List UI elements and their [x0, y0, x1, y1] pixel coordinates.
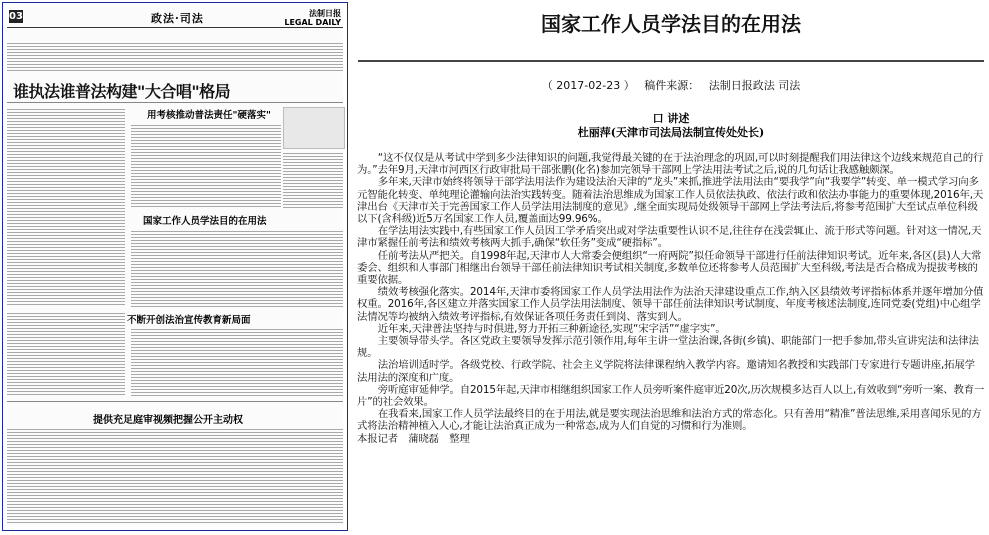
article-title: 国家工作人员学法目的在用法	[541, 12, 801, 36]
article-link-3[interactable]: 不断开创法治宣传教育新局面	[127, 315, 251, 326]
paragraph: 多年来,天津市始终将领导干部学法用法作为建设法治天津的“龙头”来抓,推进学法用法由“要我学”向“我要学”转变、单一模式学习向多元智能化转变、单纯理论灌输向法治实践转变。随着法治思维成为国家工作人员依法执政、依法行政和依法办事能力的重要体现,2016年,天津出台《天津市关于完善国家工作人员学法用法制度的意见》,继全面实现局处级领导干部网上学法考法后,将参考范围扩大至试点单位科级以下(含科级)近5万名国家工作人员,覆盖面达99.96%。	[357, 176, 984, 226]
newspaper-page	[7, 7, 343, 526]
text-block	[7, 41, 343, 71]
article-body	[357, 152, 985, 445]
text-block	[7, 107, 125, 307]
article-date: （ 2017-02-23 ）	[541, 79, 635, 92]
text-block	[283, 151, 343, 209]
text-block	[131, 327, 343, 397]
paragraph: 在学法用法实践中,有些国家工作人员因工学矛盾突出或对学法重要性认识不足,往往存在浅尝辄止、流于形式等问题。针对这一情况,天津市紧握任前考法和绩效考核两大抓手,确保“软任务”变成“硬指标”。	[357, 225, 982, 250]
text-block	[7, 311, 125, 397]
text-block	[7, 427, 343, 525]
paragraph: 法治培训适时学。各级党校、行政学院、社会主义学院将法律课程纳入教学内容。邀请知名教授和实践部门专家进行专题讲座,拓展学法用法的深度和广度。	[357, 359, 975, 384]
divider	[7, 102, 343, 103]
byline: 本报记者 蒲晓磊 整理	[357, 432, 470, 445]
page-section: 政法·司法	[151, 12, 204, 25]
divider	[7, 401, 343, 402]
paper-logo-text: 法制日报	[309, 9, 341, 18]
paragraph: 绩效考核强化落实。2014年,天津市委将国家工作人员学法用法作为法治天津建设重点工作,纳入区县绩效考评指标体系并逐年增加分值权重。2016年,各区建立并落实国家工作人员学法用法制度、领导干部任前法律知识考试制度、年度考核述法制度,连同党委(党组)中心组学法情况等均被纳入绩效考评指标,有效保证各项任务责任到岗、落实到人。	[357, 286, 984, 323]
paper-logo-en: LEGAL DAILY	[284, 18, 341, 27]
source-label: 稿件来源：	[644, 79, 700, 92]
page-headline[interactable]: 谁执法谁普法构建"大合唱"格局	[13, 82, 231, 101]
newspaper-page-thumbnail[interactable]	[2, 2, 348, 531]
article-meta	[355, 77, 987, 93]
page-number: 03	[9, 11, 23, 22]
article-author: 杜丽萍(天津市司法局法制宣传处处长)	[577, 126, 765, 139]
article-source: 法制日报政法 司法	[708, 79, 801, 92]
paragraph: 在我看来,国家工作人员学法最终目的在于用法,就是要实现法治思维和法治方式的常态化。只有善用“精准”普法思维,采用喜闻乐见的方式将法治精神植入人心,才能让法治真正成为一种常态,成为人们自觉的习惯和行为准则。	[357, 408, 982, 433]
paragraph: 任前考法从严把关。自1998年起,天津市人大常委会便组织“一府两院”拟任命领导干部进行任前法律知识考试。近年来,各区(县)人大常委会、组织和人事部门相继出台领导干部任前法律知识考试相关制度,多数单位还将参考人员范围扩大至科级,考法是否合格成为提拔考核的重要依据。	[357, 249, 982, 287]
photo	[283, 107, 345, 149]
article-link-1[interactable]: 用考核推动普法责任"硬落实"	[147, 110, 271, 121]
title-divider	[358, 60, 984, 62]
paragraph: 旁听庭审延伸学。自2015年起,天津市相继组织国家工作人员旁听案件庭审近20次,历次规模多达百人以上,有效收到“旁听一案、教育一片”的社会效果。	[357, 383, 985, 409]
article-link-4[interactable]: 提供充足庭审视频把握公开主动权	[93, 415, 243, 426]
paper-logo	[284, 9, 341, 27]
paragraph: “这不仅仅是从考试中学到多少法律知识的问题,我觉得最关键的在于法治理念的巩固,可以时刻提醒我们用法律这个边线来规范自己的行为。”去年9月,天津市河西区行政审批局干部张鹏(化名)参加完领导干部网上学法用法考试之后,说的几句话让我感触颇深。	[357, 152, 984, 177]
text-block	[131, 229, 343, 307]
paragraph: 主要领导带头学。各区党政主要领导发挥示范引领作用,每年主讲一堂法治课,各街(乡镇)、职能部门一把手参加,带头宣讲宪法和法律法规。	[357, 335, 979, 360]
paper-masthead	[7, 7, 343, 28]
section-heading: 口 讲述	[652, 112, 690, 125]
text-block	[131, 123, 281, 209]
paragraph: 近年来,天津普法坚持与时俱进,努力开拓三种新途径,实现“宋字活”“虚字实”。	[377, 322, 726, 335]
article-link-2[interactable]: 国家工作人员学法目的在用法	[143, 216, 267, 227]
